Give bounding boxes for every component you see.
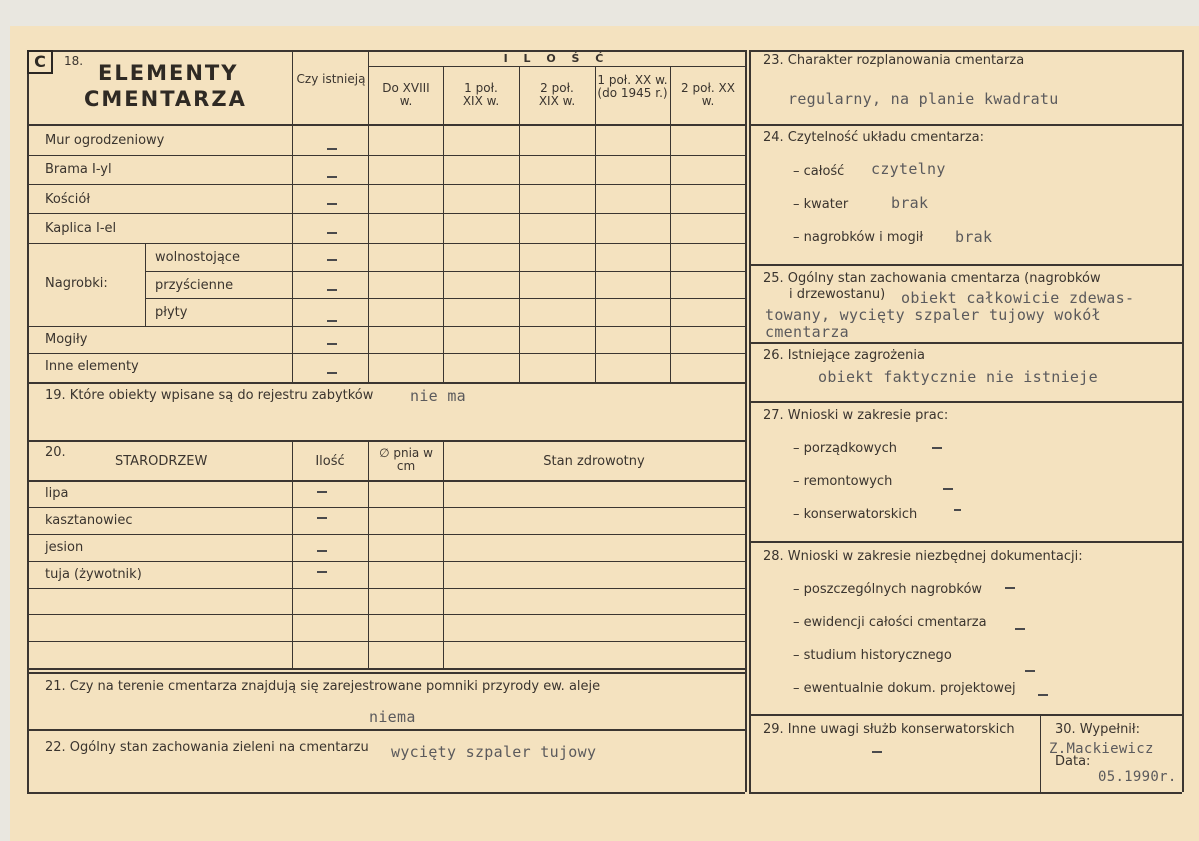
- q28-item: – poszczególnych nagrobków: [793, 582, 983, 597]
- q28-item: – studium historycznego: [793, 648, 952, 663]
- period-header-1: Do XVIII w.: [382, 81, 430, 108]
- nagrobki-sub-label: przyścienne: [155, 278, 234, 293]
- q27-item: – remontowych: [793, 474, 893, 489]
- q24-kwater-value: brak: [891, 194, 929, 212]
- nagrobki-sub-label: płyty: [155, 305, 188, 320]
- exists-column-header: Czy istnieją: [296, 72, 366, 86]
- q24-calosc-value: czytelny: [871, 160, 946, 178]
- q25-label-line1: 25. Ogólny stan zachowania cmentarza (nagrobków: [763, 271, 1101, 286]
- q29-label: 29. Inne uwagi służb konserwatorskich: [763, 722, 1015, 737]
- exists-dash-mark: [327, 203, 337, 205]
- tree-dash-mark: [317, 571, 327, 573]
- q26-label: 26. Istniejące zagrożenia: [763, 348, 925, 363]
- period-header-4: 1 poł. XX w. (do 1945 r.): [597, 73, 668, 100]
- q24-label: 24. Czytelność układu cmentarza:: [763, 130, 985, 145]
- q28-item: – ewentualnie dokum. projektowej: [793, 681, 1016, 696]
- exists-dash-mark: [327, 259, 337, 261]
- q21-value: niema: [369, 708, 416, 726]
- tree-row-label: jesion: [45, 540, 84, 555]
- section-number: 18.: [64, 54, 84, 68]
- period-header-5: 2 poł. XX w.: [681, 81, 735, 108]
- q27-item: – konserwatorskich: [793, 507, 918, 522]
- q26-value: obiekt faktycznie nie istnieje: [818, 368, 1098, 386]
- q30-date-value: 05.1990r.: [1098, 769, 1177, 785]
- q28-dash-mark: [1015, 628, 1025, 630]
- tree-row-label: lipa: [45, 486, 69, 501]
- q27-label: 27. Wnioski w zakresie prac:: [763, 408, 949, 423]
- q27-dash-mark: [954, 509, 961, 511]
- q19-label: 19. Które obiekty wpisane są do rejestru zabytków: [45, 388, 374, 403]
- element-row-label: Mur ogrodzeniowy: [45, 133, 165, 148]
- q22-value: wycięty szpaler tujowy: [391, 743, 597, 761]
- q30-date-label: Data:: [1055, 754, 1091, 769]
- nagrobki-sub-label: wolnostojące: [155, 250, 240, 265]
- exists-dash-mark: [327, 232, 337, 234]
- exists-dash-mark: [327, 320, 337, 322]
- section-letter: C: [34, 52, 46, 71]
- q25-label-line2: i drzewostanu): [789, 287, 886, 302]
- q30-name: Z.Mackiewicz: [1049, 741, 1154, 757]
- q25-value-line2: towany, wycięty szpaler tujowy wokół: [765, 306, 1101, 324]
- q28-dash-mark: [1038, 694, 1048, 696]
- exists-dash-mark: [327, 176, 337, 178]
- section-letter-box: [27, 50, 53, 74]
- period-header-2: 1 poł. XIX w.: [462, 81, 500, 108]
- q24-calosc-label: – całość: [793, 164, 845, 179]
- q23-value: regularny, na planie kwadratu: [788, 90, 1059, 108]
- q24-nagrobkow-label: – nagrobków i mogił: [793, 230, 924, 245]
- q23-label: 23. Charakter rozplanowania cmentarza: [763, 53, 1025, 68]
- exists-dash-mark: [327, 343, 337, 345]
- element-row-label: Inne elementy: [45, 359, 139, 374]
- q25-value-line1: obiekt całkowicie zdewas-: [901, 289, 1135, 307]
- tree-row-label: kasztanowiec: [45, 513, 133, 528]
- q20-col-pnia: ∅ pnia w cm: [379, 446, 433, 473]
- cemetery-record-card: [10, 26, 1199, 841]
- q20-title: STARODRZEW: [115, 454, 208, 469]
- exists-dash-mark: [327, 372, 337, 374]
- q28-dash-mark: [1005, 587, 1015, 589]
- q20-col-stan: Stan zdrowotny: [543, 454, 645, 469]
- q27-dash-mark: [932, 447, 942, 449]
- q28-item: – ewidencji całości cmentarza: [793, 615, 987, 630]
- q21-label: 21. Czy na terenie cmentarza znajdują się zarejestrowane pomniki przyrody ew. aleje: [45, 679, 601, 694]
- q28-label: 28. Wnioski w zakresie niezbędnej dokumentacji:: [763, 549, 1083, 564]
- q24-nagrobkow-value: brak: [955, 228, 993, 246]
- q20-col-ilosc: Ilość: [315, 454, 345, 469]
- q28-dash-mark: [1025, 670, 1035, 672]
- q27-dash-mark: [943, 488, 953, 490]
- q22-label: 22. Ogólny stan zachowania zieleni na cmentarzu: [45, 740, 369, 755]
- q25-value-line3: cmentarza: [765, 323, 849, 341]
- nagrobki-label: Nagrobki:: [45, 276, 108, 291]
- q19-value: nie ma: [410, 387, 466, 405]
- exists-dash-mark: [327, 148, 337, 150]
- q24-kwater-label: – kwater: [793, 197, 849, 212]
- q30-label: 30. Wypełnił:: [1055, 722, 1140, 737]
- title-line2: CMENTARZA: [84, 87, 247, 111]
- tree-dash-mark: [317, 550, 327, 552]
- q20-number: 20.: [45, 445, 66, 460]
- tree-row-label: tuja (żywotnik): [45, 567, 142, 582]
- tree-dash-mark: [317, 491, 327, 493]
- q29-dash-mark: [872, 751, 882, 753]
- element-row-label: Kaplica I-el: [45, 221, 117, 236]
- element-row-label: Brama I-yl: [45, 162, 112, 177]
- title-line1: ELEMENTY: [98, 61, 239, 85]
- element-row-label: Mogiły: [45, 332, 88, 347]
- tree-dash-mark: [317, 517, 327, 519]
- ilosc-header: I L O Ś Ć: [503, 52, 610, 65]
- exists-dash-mark: [327, 289, 337, 291]
- element-row-label: Kościół: [45, 192, 91, 207]
- period-header-3: 2 poł. XIX w.: [538, 81, 576, 108]
- q27-item: – porządkowych: [793, 441, 897, 456]
